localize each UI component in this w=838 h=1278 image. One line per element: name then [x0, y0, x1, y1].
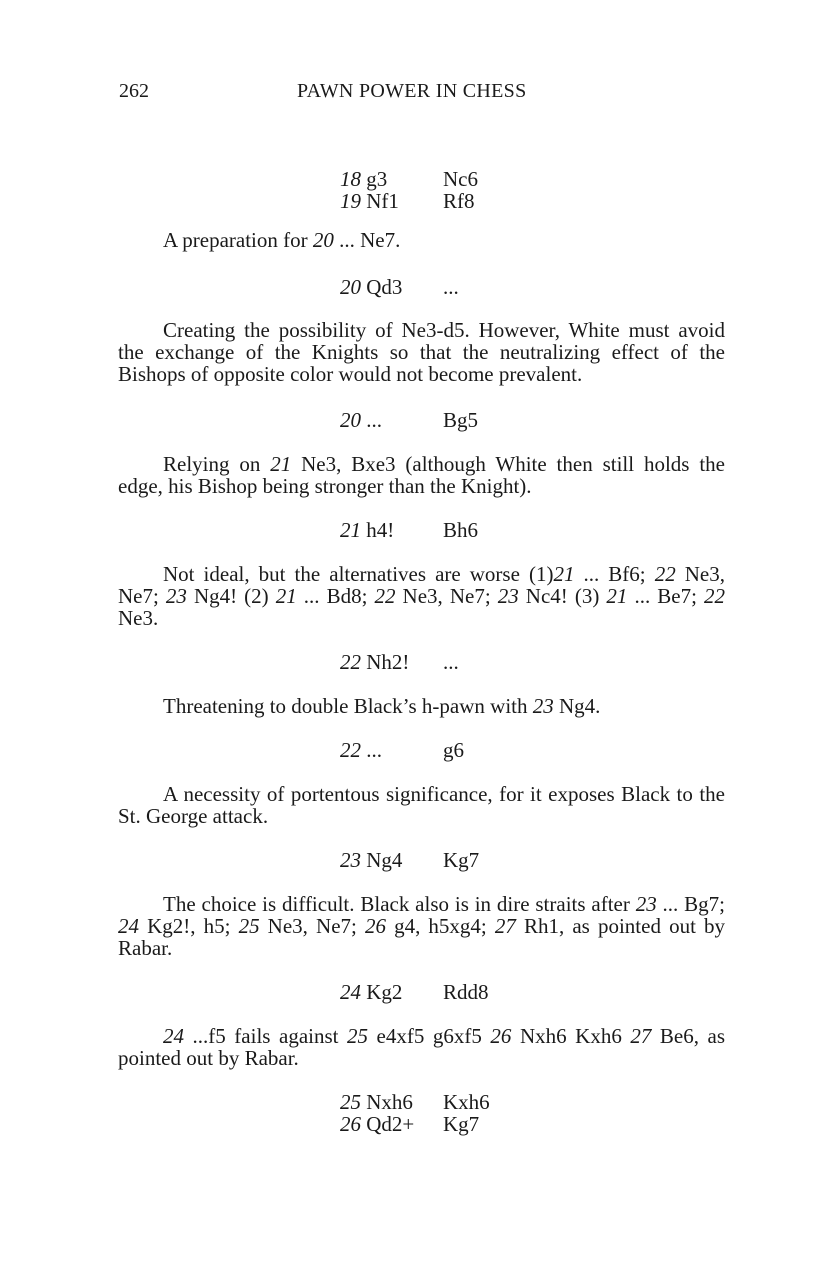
move-row [340, 519, 478, 541]
black-move: g6 [443, 738, 464, 762]
move-row [340, 168, 478, 190]
black-move: ... [443, 275, 459, 299]
commentary-paragraph: Relying on 21 Ne3, Bxe3 (although White then still holds the edge, his Bishop being stronger than the Knight). [118, 452, 725, 498]
commentary-paragraph: Threatening to double Black’s h-pawn with 23 Ng4. [163, 694, 601, 718]
black-move: Kg7 [443, 1112, 480, 1136]
move-number: 21 [340, 518, 361, 542]
page-header [119, 80, 729, 108]
white-move: Kg2 [366, 980, 403, 1004]
commentary-paragraph: The choice is difficult. Black also is in dire straits after 23 ... Bg7; 24 Kg2!, h5; 25 Ne3, Ne7; 26 g4, h5xg4; 27 Rh1, as pointed out by Rabar. [118, 892, 726, 960]
move-block [340, 276, 459, 298]
move-block [340, 519, 478, 541]
white-move: ... [366, 738, 382, 762]
move-number: 20 [340, 275, 361, 299]
move-row [340, 409, 478, 431]
white-move: Qd3 [366, 275, 403, 299]
move-block [340, 849, 479, 871]
move-block [340, 409, 478, 431]
commentary-paragraph: Creating the possibility of Ne3-d5. However, White must avoid the exchange of the Knights so that the neutralizing effect of the Bishops of opposite color would not become prevalent. [118, 318, 725, 386]
move-row [340, 276, 459, 298]
black-move: Rdd8 [443, 980, 489, 1004]
page-number: 262 [119, 80, 149, 102]
move-row [340, 1091, 490, 1113]
move-number: 19 [340, 189, 361, 213]
move-number: 23 [340, 848, 361, 872]
move-number: 20 [340, 408, 361, 432]
move-row [340, 739, 464, 761]
white-move: ... [366, 408, 382, 432]
commentary-paragraph: A necessity of portentous significance, for it exposes Black to the St. George attack. [118, 782, 725, 828]
black-move: ... [443, 650, 459, 674]
move-block [340, 981, 489, 1003]
black-move: Nc6 [443, 167, 478, 191]
move-block [340, 1091, 490, 1135]
white-move: Nxh6 [366, 1090, 413, 1114]
move-block [340, 651, 459, 673]
move-row [340, 190, 478, 212]
move-block [340, 168, 478, 212]
white-move: Qd2+ [366, 1112, 415, 1136]
running-title: PAWN POWER IN CHESS [297, 80, 527, 102]
move-number: 18 [340, 167, 361, 191]
white-move: Nf1 [366, 189, 399, 213]
move-row [340, 1113, 490, 1135]
move-number: 22 [340, 738, 361, 762]
commentary-paragraph: Not ideal, but the alternatives are worse (1)21 ... Bf6; 22 Ne3, Ne7; 23 Ng4! (2) 21 ... Bd8; 22 Ne3, Ne7; 23 Nc4! (3) 21 ... Be7; 22 Ne3. [118, 562, 725, 630]
black-move: Kg7 [443, 848, 480, 872]
commentary-paragraph: 24 ...f5 fails against 25 e4xf5 g6xf5 26 Nxh6 Kxh6 27 Be6, as pointed out by Rabar. [118, 1024, 725, 1070]
black-move: Bg5 [443, 408, 479, 432]
move-number: 25 [340, 1090, 361, 1114]
black-move: Rf8 [443, 189, 475, 213]
white-move: Ng4 [366, 848, 403, 872]
move-block [340, 739, 464, 761]
white-move: h4! [366, 518, 395, 542]
move-number: 26 [340, 1112, 361, 1136]
move-row [340, 849, 479, 871]
move-row [340, 651, 459, 673]
white-move: g3 [366, 167, 388, 191]
black-move: Kxh6 [443, 1090, 490, 1114]
move-number: 22 [340, 650, 361, 674]
white-move: Nh2! [366, 650, 410, 674]
black-move: Bh6 [443, 518, 479, 542]
commentary-paragraph: A preparation for 20 ... Ne7. [163, 228, 401, 252]
move-number: 24 [340, 980, 361, 1004]
move-row [340, 981, 489, 1003]
